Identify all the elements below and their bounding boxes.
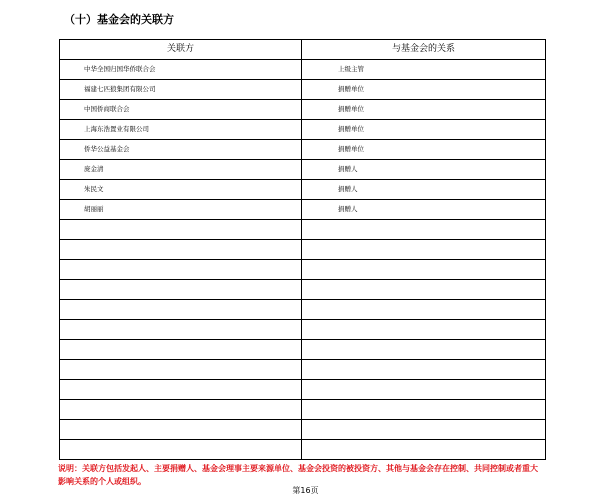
related-party-cell [60, 300, 302, 320]
table-body [60, 60, 546, 460]
table-row [60, 60, 546, 80]
related-party-cell [60, 360, 302, 380]
relationship-cell [302, 260, 546, 280]
related-party-cell: 上海东浩置业有限公司 [60, 120, 302, 140]
related-party-cell [60, 420, 302, 440]
table-row [60, 200, 546, 220]
relationship-cell [302, 400, 546, 420]
table-row [60, 360, 546, 380]
table-row [60, 100, 546, 120]
table-row [60, 240, 546, 260]
related-party-cell: 侨华公益基金会 [60, 140, 302, 160]
relationship-cell [302, 420, 546, 440]
relationship-cell: 上级主管 [302, 60, 546, 80]
relationship-cell [302, 440, 546, 460]
section-title: （十）基金会的关联方 [64, 13, 174, 26]
table-row [60, 320, 546, 340]
related-parties-table [59, 39, 546, 460]
table-row [60, 300, 546, 320]
relationship-cell: 捐赠人 [302, 180, 546, 200]
relationship-cell [302, 380, 546, 400]
page-number: 第16页 [292, 486, 319, 495]
related-party-cell: 中国侨商联合会 [60, 100, 302, 120]
table-row [60, 220, 546, 240]
relationship-cell: 捐赠人 [302, 200, 546, 220]
relationship-cell: 捐赠单位 [302, 80, 546, 100]
table-row [60, 420, 546, 440]
related-party-cell [60, 380, 302, 400]
table-row [60, 340, 546, 360]
table-row [60, 400, 546, 420]
table-row [60, 180, 546, 200]
related-party-cell [60, 340, 302, 360]
table-row [60, 120, 546, 140]
relationship-cell [302, 340, 546, 360]
table-row [60, 140, 546, 160]
table-row [60, 440, 546, 460]
table-row [60, 260, 546, 280]
related-party-cell [60, 400, 302, 420]
related-party-cell [60, 280, 302, 300]
relationship-cell: 捐赠单位 [302, 140, 546, 160]
table-row [60, 380, 546, 400]
relationship-cell [302, 360, 546, 380]
table-header-row [60, 40, 546, 60]
header-related-party: 关联方 [60, 40, 302, 60]
relationship-cell [302, 300, 546, 320]
relationship-cell [302, 320, 546, 340]
related-party-cell [60, 260, 302, 280]
table-row [60, 280, 546, 300]
related-party-cell: 庞金清 [60, 160, 302, 180]
relationship-cell [302, 220, 546, 240]
relationship-cell: 捐赠单位 [302, 120, 546, 140]
related-party-cell: 福建七匹狼集团有限公司 [60, 80, 302, 100]
relationship-cell: 捐赠单位 [302, 100, 546, 120]
relationship-cell [302, 280, 546, 300]
footnote: 说明：关联方包括发起人、主要捐赠人、基金会理事主要来源单位、基金会投资的被投资方、其他与基金会存在控制、共同控制或者重大影响关系的个人或组织。 [58, 464, 538, 486]
related-party-cell [60, 220, 302, 240]
header-relationship: 与基金会的关系 [302, 40, 546, 60]
related-party-cell: 中华全国归国华侨联合会 [60, 60, 302, 80]
related-party-cell [60, 440, 302, 460]
related-party-cell: 胡丽丽 [60, 200, 302, 220]
related-party-cell: 朱民文 [60, 180, 302, 200]
related-party-cell [60, 320, 302, 340]
table-row [60, 80, 546, 100]
relationship-cell [302, 240, 546, 260]
relationship-cell: 捐赠人 [302, 160, 546, 180]
related-party-cell [60, 240, 302, 260]
table-row [60, 160, 546, 180]
